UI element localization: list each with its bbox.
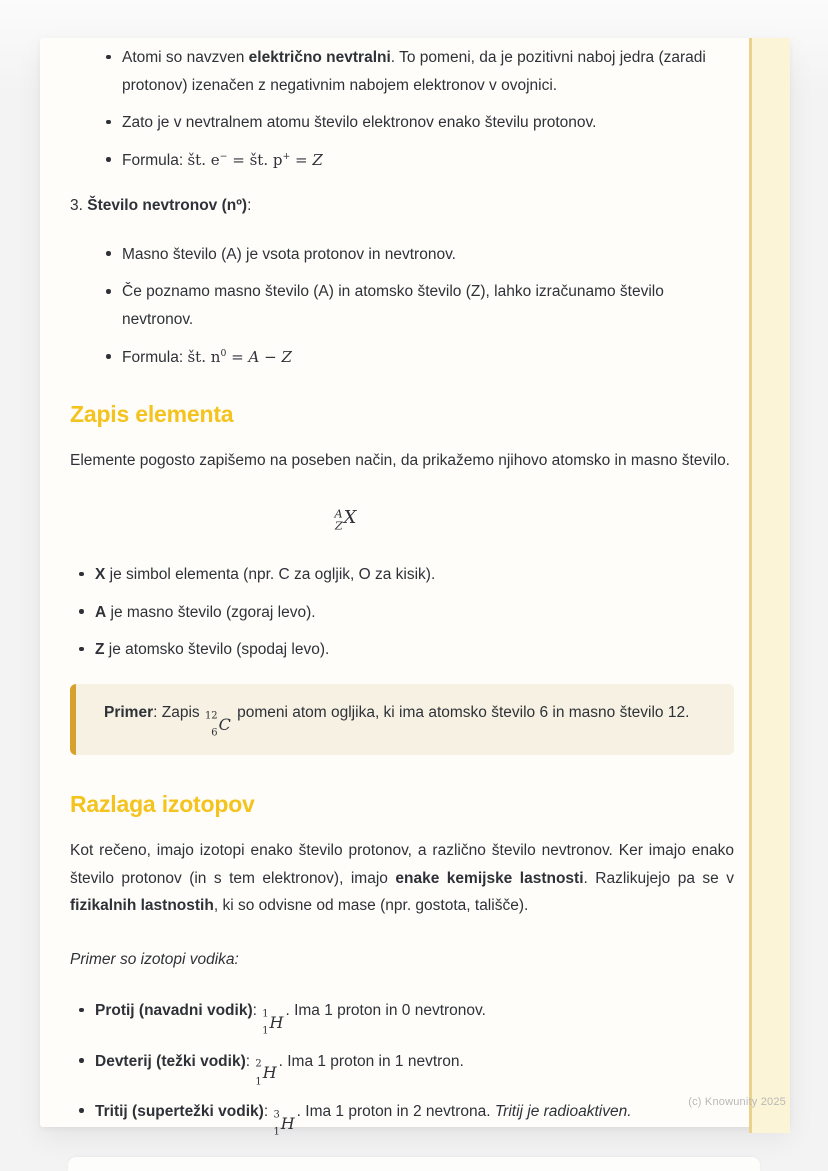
nuclide-scripts <box>255 1059 261 1087</box>
izotopi-lead-in: Primer so izotopi vodika: <box>70 950 239 968</box>
hydrogen-isotopes-list <box>78 997 734 1138</box>
section-zapis-elementa <box>70 401 734 755</box>
text-segment: Z <box>312 150 323 169</box>
zapis-paragraph: Elemente pogosto zapišemo na poseben način, da prikažemo njihovo atomsko in masno število. <box>70 452 730 470</box>
mass-number: 3 <box>273 1109 280 1121</box>
text-segment: : Zapis <box>153 703 204 721</box>
nuclide-notation <box>273 1110 294 1138</box>
text-segment: Devterij (težki vodik) <box>95 1052 246 1070</box>
text-segment: Protij (navadni vodik) <box>95 1002 253 1020</box>
text-segment: je atomsko število (spodaj levo). <box>104 641 330 659</box>
mass-number: 12 <box>204 710 218 722</box>
section-heading-izotopi: Razlaga izotopov <box>70 790 255 817</box>
element-symbol: C <box>218 714 231 734</box>
list-item <box>78 599 734 627</box>
text-segment: Število nevtronov (nº) <box>87 197 248 215</box>
text-segment: . To pomeni, da je pozitivni naboj jedra (zaradi protonov) izenačen z negativnim nabojem elektronov v ovojnici. <box>122 49 706 94</box>
text-segment: Kot rečeno, imajo izotopi enako število protonov, a različno število nevtronov. Ker imajo enako število protonov (in s tem elektronov), imajo <box>70 841 734 887</box>
element-symbol: H <box>280 1113 295 1133</box>
text-segment: 0 <box>220 347 227 359</box>
section-heading-zapis: Zapis elementa <box>70 401 234 428</box>
text-segment: X <box>95 565 106 583</box>
nuclide-scripts <box>262 1009 268 1037</box>
list-item <box>78 1098 734 1138</box>
text-segment: . Ima 1 proton in 1 nevtron. <box>278 1052 464 1070</box>
copyright-watermark: (c) Knowunity 2025 <box>688 1096 786 1108</box>
text-segment: enake kemijske lastnosti <box>395 869 584 887</box>
nuclide-notation <box>205 711 231 739</box>
text-segment: je simbol elementa (npr. C za ogljik, O za kisik). <box>105 565 436 583</box>
text-segment: 3. <box>70 197 88 215</box>
text-segment: : <box>247 197 252 215</box>
list-item <box>78 997 734 1037</box>
text-segment: . Ima 1 proton in 2 nevtrona. <box>296 1102 495 1120</box>
text-segment: : <box>263 1102 273 1120</box>
list-item <box>105 241 734 269</box>
nuclide-notation <box>262 1009 283 1037</box>
example-callout <box>70 684 734 755</box>
text-segment: − <box>219 150 228 162</box>
list-item <box>105 147 734 175</box>
electro-neutrality-list <box>105 44 734 174</box>
list-item <box>105 44 734 99</box>
text-segment: električno nevtralni <box>248 49 391 66</box>
nuclide-scripts <box>335 508 343 533</box>
text-segment: − <box>259 347 282 366</box>
atomic-number: 1 <box>262 1025 269 1037</box>
page-edge-stripe <box>749 38 790 1133</box>
mass-number: 2 <box>255 1058 262 1070</box>
text-segment: št. n <box>187 347 221 366</box>
example-callout-text <box>104 699 708 739</box>
text-segment: fizikalnih lastnostih <box>70 897 214 915</box>
mass-number: 1 <box>262 1008 269 1020</box>
text-segment: Zato je v nevtralnem atomu število elektronov enako številu protonov. <box>122 114 597 132</box>
element-symbol: H <box>269 1013 284 1033</box>
atomic-number: 1 <box>273 1126 280 1138</box>
text-segment: Tritij je radioaktiven. <box>494 1102 632 1120</box>
text-segment: Z <box>95 641 105 659</box>
text-segment: Tritij (supertežki vodik) <box>95 1102 264 1120</box>
atomic-number-symbol: Z <box>334 519 343 533</box>
notation-legend-list <box>78 561 734 664</box>
text-segment: A <box>248 347 260 366</box>
notes-page-card <box>40 38 790 1138</box>
next-page-top-edge <box>68 1157 760 1171</box>
text-segment: je masno število (zgoraj levo). <box>106 603 316 621</box>
text-segment: = <box>290 150 313 169</box>
list-item <box>78 561 734 589</box>
list-item <box>105 344 734 372</box>
izotopi-paragraph <box>70 837 734 920</box>
text-segment: Formula: <box>122 348 188 366</box>
section-razlaga-izotopov <box>70 791 734 1138</box>
text-segment: : <box>245 1052 255 1070</box>
nuclide-general-formula <box>334 502 359 534</box>
text-segment: pomeni atom ogljika, ki ima atomsko število 6 in masno število 12. <box>232 703 690 721</box>
text-segment: = št. p <box>227 150 283 169</box>
neutron-number-list <box>105 241 734 371</box>
mass-number-symbol: A <box>334 507 343 521</box>
text-segment: Primer <box>104 703 154 721</box>
text-segment: Če poznamo masno število (A) in atomsko število (Z), lahko izračunamo število nevtronov. <box>122 283 664 329</box>
text-segment: Formula: <box>122 151 188 169</box>
text-segment: . Razlikujejo pa se v <box>583 869 735 887</box>
nuclide-scripts <box>205 710 218 738</box>
text-segment: Z <box>281 347 292 366</box>
nuclide-notation <box>255 1059 276 1087</box>
nuclide-notation <box>334 506 357 534</box>
list-item <box>105 278 734 333</box>
text-segment: . Ima 1 proton in 0 nevtronov. <box>285 1002 486 1020</box>
text-segment: št. e <box>187 150 220 169</box>
numbered-item-3-heading <box>70 192 734 220</box>
text-segment: Atomi so navzven <box>122 49 249 66</box>
text-segment: A <box>95 603 107 621</box>
element-symbol: H <box>262 1063 277 1083</box>
atomic-number: 1 <box>255 1076 262 1088</box>
list-item <box>78 636 734 664</box>
nuclide-scripts <box>273 1109 279 1137</box>
text-segment: + <box>282 150 291 162</box>
element-symbol: X <box>343 506 357 528</box>
text-segment: : <box>252 1002 262 1020</box>
atomic-number: 6 <box>211 727 218 739</box>
list-item <box>78 1048 734 1088</box>
text-segment: = <box>226 347 249 366</box>
text-segment: , ki so odvisne od mase (npr. gostota, tališče). <box>213 897 529 915</box>
list-item <box>105 109 734 137</box>
text-segment: Masno število (A) je vsota protonov in nevtronov. <box>122 245 456 263</box>
